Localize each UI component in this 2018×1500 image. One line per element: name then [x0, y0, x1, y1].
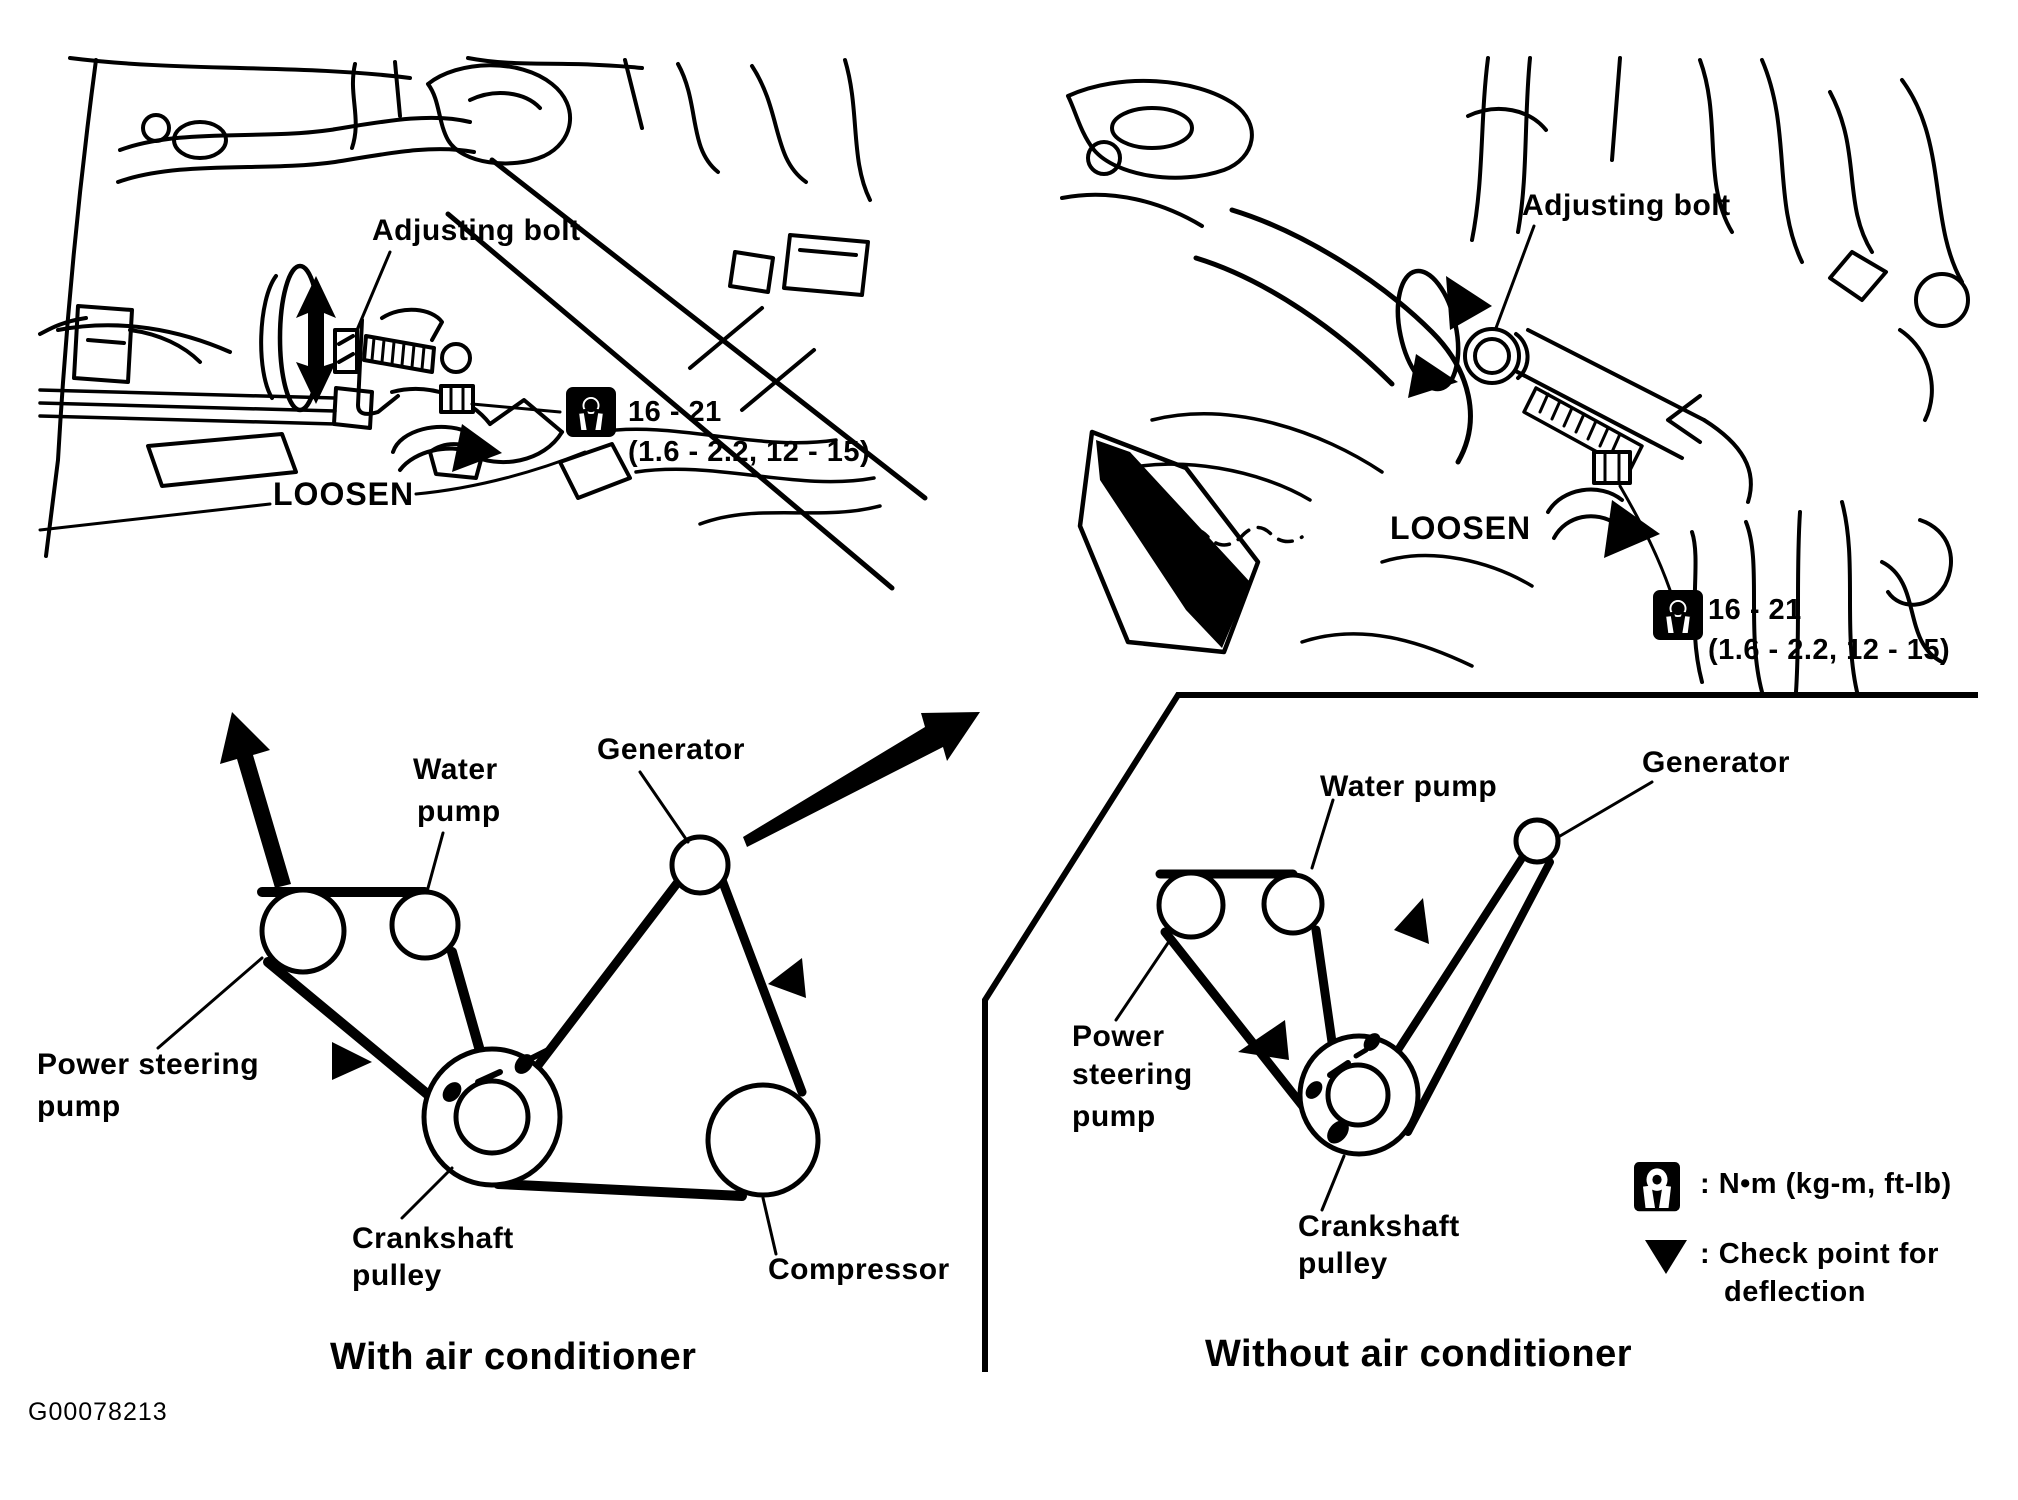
legend-check-point: : Check point for	[1700, 1238, 1939, 1270]
label-power-steering-pump: Power	[1072, 1020, 1165, 1053]
label-water-pump: pump	[417, 795, 501, 828]
label-loosen-right: LOOSEN	[1390, 510, 1532, 546]
power-steering-pulley	[262, 890, 344, 972]
belt-routing-with-ac	[158, 712, 980, 1254]
water-pump-pulley	[392, 892, 458, 958]
adjusting-bolt-graphic	[1465, 329, 1642, 483]
generator-pulley	[1516, 820, 1558, 862]
label-loosen-left: LOOSEN	[273, 476, 415, 512]
label-adjusting-bolt-right: Adjusting bolt	[1522, 189, 1731, 222]
torque-spec-alt-right: (1.6 - 2.2, 12 - 15)	[1708, 634, 1951, 666]
torque-spec-right: 16 - 21	[1708, 594, 1802, 626]
compressor-pulley	[708, 1085, 818, 1195]
label-power-steering-pump: steering	[1072, 1058, 1193, 1091]
belt-direction-arrow-icon	[220, 712, 291, 888]
deflection-legend-icon	[1645, 1240, 1687, 1274]
legend	[1634, 1162, 1687, 1274]
engine-illustration-without-ac	[1062, 58, 1968, 696]
caption-with-ac: With air conditioner	[330, 1336, 697, 1378]
label-water-pump: Water	[413, 753, 498, 786]
label-crankshaft-pulley: Crankshaft	[1298, 1210, 1460, 1243]
loosen-rotate-icon	[393, 424, 502, 472]
belt-direction-arrow-icon	[743, 712, 980, 847]
label-power-steering-pump: Power steering	[37, 1048, 260, 1081]
power-steering-pulley	[1159, 873, 1223, 937]
loosen-rotate-icon	[1548, 490, 1660, 558]
label-crankshaft-pulley: pulley	[1298, 1247, 1388, 1280]
label-adjusting-bolt-left: Adjusting bolt	[372, 214, 581, 247]
label-compressor: Compressor	[768, 1253, 950, 1286]
generator-pulley	[672, 837, 728, 893]
deflection-check-icon	[1394, 898, 1429, 944]
belt-routing-without-ac	[1116, 782, 1652, 1210]
figure-id: G00078213	[28, 1398, 168, 1426]
adjust-double-arrow-icon	[296, 276, 336, 404]
crankshaft-pulley	[424, 1049, 560, 1185]
deflection-check-icon	[768, 958, 806, 998]
label-generator: Generator	[597, 733, 745, 766]
torque-spec-alt-left: (1.6 - 2.2, 12 - 15)	[628, 436, 871, 468]
legend-torque-units: : N•m (kg-m, ft-lb)	[1700, 1168, 1952, 1200]
label-crankshaft-pulley: pulley	[352, 1259, 442, 1292]
legend-check-point: deflection	[1724, 1276, 1866, 1308]
label-crankshaft-pulley: Crankshaft	[352, 1222, 514, 1255]
adjusting-bolt-graphic	[335, 310, 473, 414]
label-water-pump: Water pump	[1320, 770, 1498, 803]
torque-spec-left: 16 - 21	[628, 396, 722, 428]
water-pump-pulley	[1264, 875, 1322, 933]
engine-illustration-with-ac	[40, 58, 925, 588]
label-power-steering-pump: pump	[1072, 1100, 1156, 1133]
label-generator: Generator	[1642, 746, 1790, 779]
caption-without-ac: Without air conditioner	[1205, 1333, 1633, 1375]
label-power-steering-pump: pump	[37, 1090, 121, 1123]
